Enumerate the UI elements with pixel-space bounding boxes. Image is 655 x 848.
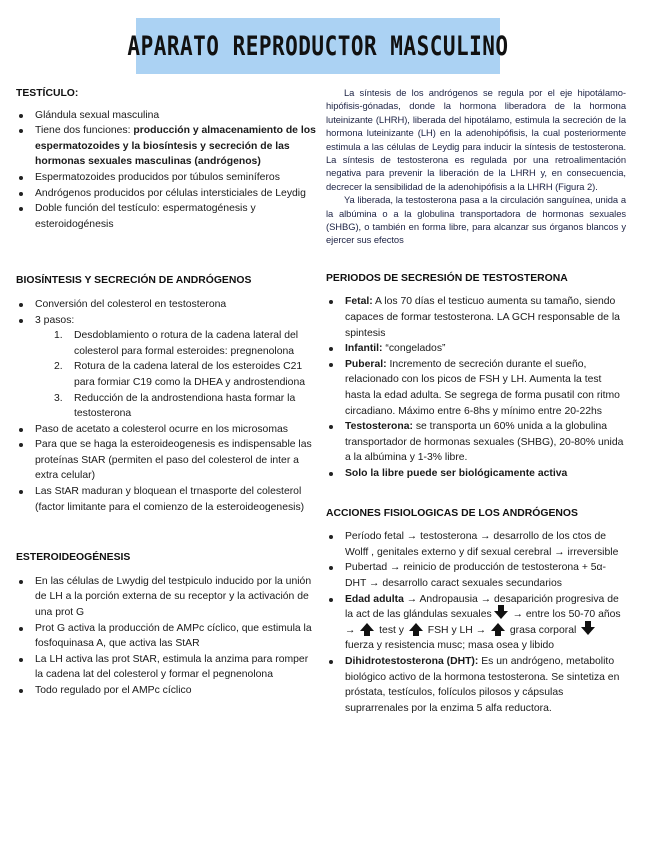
biosintesis-heading: BIOSÍNTESIS Y SECRECIÓN DE ANDRÓGENOS <box>16 275 252 287</box>
list-item: Tiene dos funciones: producción y almacenamiento de los espermatozoides y la biosíntesis y secreción de las hormonas sexuales masculinas (andrógenos) <box>16 123 316 170</box>
periodos-list <box>326 294 626 481</box>
step-item: 3. Reducción de la androstendiona hasta formar la testosterona <box>54 392 296 420</box>
acciones-heading: ACCIONES FISIOLOGICAS DE LOS ANDRÓGENOS <box>326 507 578 519</box>
arrow-up-icon <box>491 623 505 631</box>
list-item: Las StAR maduran y bloquean el trnasporte del colesterol (factor limitante para el comienzo de la esteroideogenesis) <box>16 484 316 515</box>
arrow-up-icon <box>409 623 423 631</box>
page-title: APARATO REPRODUCTOR MASCULINO <box>127 31 509 61</box>
list-item: Pubertad → reinicio de producción de testosterona + 5α-DHT → desarrollo caract sexuales secundarios <box>326 560 626 591</box>
regulacion-paragraph-1: La síntesis de los andrógenos se regula por el eje hipotálamo-hipófisis-gónadas, donde la hormona liberadora de la hormona luteinizante (LHRH), liberada del hipotálamo, estimula la secreción de la hormona luteinizante (LH) en la adenohipófisis, la cual posteriormente estimula a las células de Leydig para inducir la síntesis de testosterona. La síntesis de testosterona es regulada por una retroalimentación negativa para prevenir la liberación de la LHRH y, en consecuencia, decrecer la sensibilidad de la adenohipófisis a la LHRH (Figura 2). <box>326 87 626 192</box>
title-banner <box>127 18 509 74</box>
right-column <box>326 86 626 716</box>
list-item: Puberal: Incremento de secreción durante el sueño, relacionado con los picos de FSH y LH. Aumenta la test hasta la edad adulta. Se segrega de forma pusatil con ritmo circadiano. Máximo entre 6-8hs y mínimo entre 20-22hs <box>326 357 626 419</box>
list-item: Espermatozoides producidos por túbulos seminíferos <box>16 170 316 186</box>
step-item: 2. Rotura de la cadena lateral de los esteroides C21 para formiar C19 como la DHEA y androstendiona <box>54 361 306 388</box>
regulacion-paragraph-2: Ya liberada, la testosterona pasa a la circulación sanguínea, unida a la albúmina o a la globulina transportadora de hormonas sexuales (SHBG), o también en forma libre, para alcanzar sus órganos blancos y ejercer sus efectos <box>326 194 626 246</box>
list-item: Conversión del colesterol en testosterona <box>16 297 316 313</box>
testiculo-list <box>16 108 316 233</box>
esteroideogenesis-heading: ESTEROIDEOGÉNESIS <box>16 552 131 564</box>
list-item: Dihidrotestosterona (DHT): Es un andrógeno, metabolito biológico activo de la hormona testosterona. Se sintetiza en próstata, testículos, folículos pilosos y cápsulas suprarrenales por la enzima 5 alfa reductora. <box>326 654 626 716</box>
list-item: Testosterona: se transporta un 60% unida a la globulina transportador de hormonas sexuales (SHBG), 20-80% unida a la albúmina y 1-3% libre. <box>326 419 626 466</box>
biosintesis-list <box>16 297 316 328</box>
list-item: Prot G activa la producción de AMPc cíclico, que estimula la fosfoquinasa A, que activa las StAR <box>16 621 316 652</box>
list-item: Doble función del testículo: espermatogénesis y esteroidogénesis <box>16 201 316 232</box>
list-item: Infantil: “congelados” <box>326 341 626 357</box>
biosintesis-more-list <box>16 422 316 516</box>
list-item: En las células de Lwydig del testpiculo inducido por la unión de LH a la porción externa de su receptor y la activación de una prot G <box>16 574 316 621</box>
list-item: Glándula sexual masculina <box>16 108 316 124</box>
list-item: Todo regulado por el AMPc cíclico <box>16 683 316 699</box>
esteroideogenesis-list <box>16 574 316 699</box>
list-item: Para que se haga la esteroideogenesis es indispensable las proteínas StAR (permiten el paso del colesterol de inter a extra celular) <box>16 437 316 484</box>
list-item: La LH activa las prot StAR, estimula la anzima para romper la cadena lat del colesterol y formar el pegnenolona <box>16 652 316 683</box>
list-item: Solo la libre puede ser biológicamente activa <box>326 466 626 482</box>
arrow-up-icon <box>360 623 374 631</box>
list-item: Paso de acetato a colesterol ocurre en los microsomas <box>16 422 316 438</box>
testiculo-heading: TESTÍCULO: <box>16 88 79 99</box>
step-item: 1. Desdoblamiento o rotura de la cadena lateral del colesterol para formal esteroides: pregnenolona <box>54 330 299 357</box>
acciones-list <box>326 529 626 716</box>
arrow-down-icon <box>581 627 595 635</box>
left-column <box>16 86 316 699</box>
list-item: 3 pasos: <box>16 313 316 329</box>
periodos-heading: PERIODOS DE SECRESIÓN DE TESTOSTERONA <box>326 272 568 284</box>
list-item: Edad adulta → Andropausia → desaparición progresiva de la act de las glándulas sexuales → entre los 50-70 años → test y FSH y LH → grasa corporal fuerza y resistencia musc; masa osea y libido <box>326 592 626 654</box>
list-item: Andrógenos producidos por células intersticiales de Leydig <box>16 186 316 202</box>
steps-list <box>16 328 316 422</box>
arrow-down-icon <box>494 611 508 619</box>
list-item: Período fetal → testosterona → desarrollo de los ctos de Wolff , genitales externo y dif sexual cerebral → irreversible <box>326 529 626 560</box>
list-item: Fetal: A los 70 días el testicuo aumenta su tamaño, siendo capaces de formar testosterona. LA GCH responsable de la spintesis <box>326 294 626 341</box>
